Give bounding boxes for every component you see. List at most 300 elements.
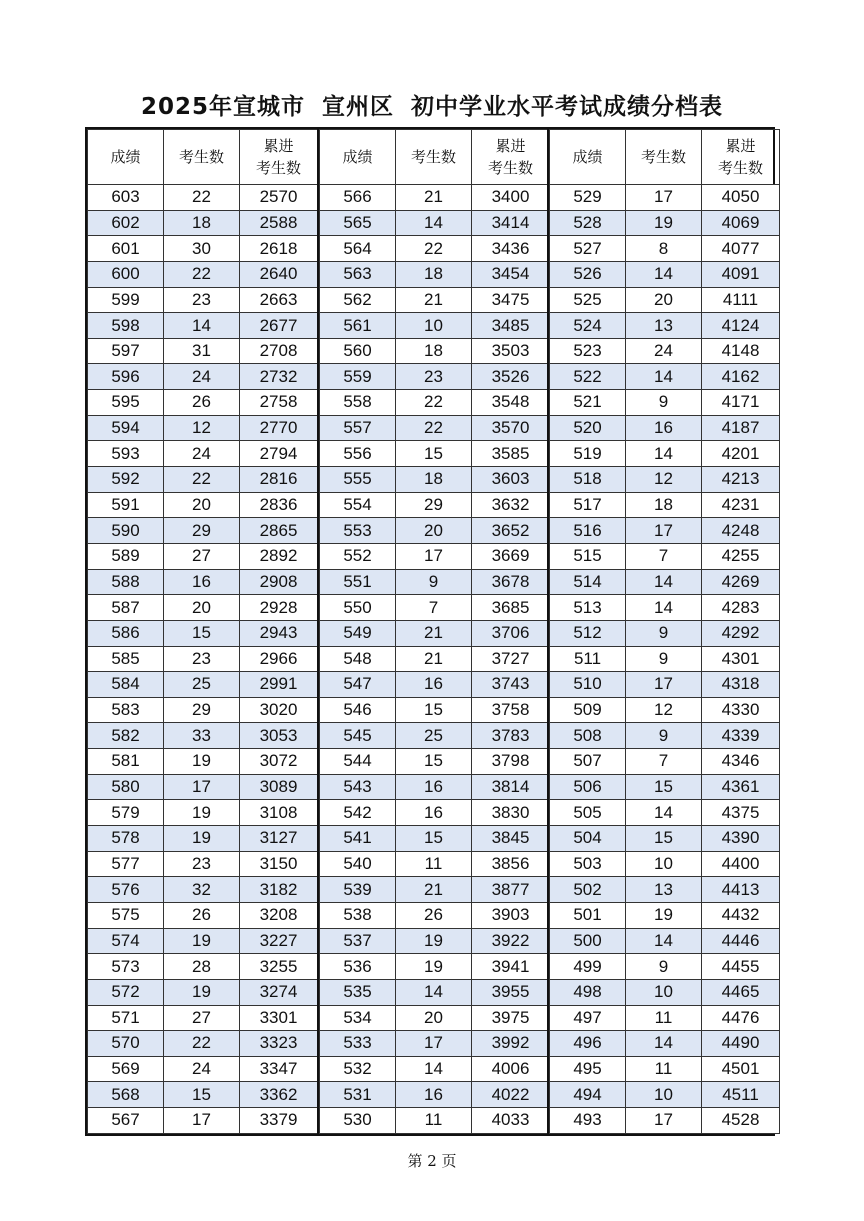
cell-count: 22 — [164, 1031, 240, 1057]
table-row — [550, 390, 780, 416]
cell-score: 518 — [550, 467, 626, 493]
header-cumulative — [240, 130, 318, 185]
cell-score: 516 — [550, 518, 626, 544]
cell-cumulative: 3127 — [240, 826, 318, 852]
cell-count: 9 — [626, 723, 702, 749]
cell-count: 16 — [164, 569, 240, 595]
cell-count: 10 — [396, 313, 472, 339]
header-count — [164, 130, 240, 185]
cell-score: 541 — [320, 826, 396, 852]
cell-cumulative: 2794 — [240, 441, 318, 467]
cell-cumulative: 3706 — [472, 620, 550, 646]
cell-cumulative: 2928 — [240, 595, 318, 621]
cell-cumulative: 3877 — [472, 877, 550, 903]
cell-cumulative: 4292 — [702, 620, 780, 646]
table-row — [550, 902, 780, 928]
table-row — [88, 697, 318, 723]
cell-cumulative: 3475 — [472, 287, 550, 313]
cell-score: 589 — [88, 543, 164, 569]
cell-count: 14 — [626, 800, 702, 826]
table-row — [550, 210, 780, 236]
table-row — [88, 928, 318, 954]
cell-cumulative: 4375 — [702, 800, 780, 826]
cell-score: 494 — [550, 1082, 626, 1108]
table-row — [88, 390, 318, 416]
cell-count: 16 — [396, 1082, 472, 1108]
table-row — [320, 595, 550, 621]
header-score-text: 成绩 — [110, 148, 141, 166]
table-row — [550, 1031, 780, 1057]
cell-count: 11 — [626, 1056, 702, 1082]
cell-count: 17 — [164, 774, 240, 800]
cell-score: 549 — [320, 620, 396, 646]
cell-count: 20 — [396, 1005, 472, 1031]
table-row — [550, 338, 780, 364]
cell-count: 19 — [396, 928, 472, 954]
cell-count: 19 — [626, 902, 702, 928]
table-row — [320, 210, 550, 236]
cell-score: 583 — [88, 697, 164, 723]
cell-cumulative: 3020 — [240, 697, 318, 723]
cell-count: 14 — [626, 569, 702, 595]
cell-score: 569 — [88, 1056, 164, 1082]
cell-score: 553 — [320, 518, 396, 544]
table-row — [320, 569, 550, 595]
cell-count: 15 — [626, 774, 702, 800]
header-row — [320, 130, 550, 185]
cell-cumulative: 4501 — [702, 1056, 780, 1082]
table-row — [320, 672, 550, 698]
cell-score: 562 — [320, 287, 396, 313]
cell-score: 559 — [320, 364, 396, 390]
cell-score: 499 — [550, 954, 626, 980]
cell-score: 585 — [88, 646, 164, 672]
header-score — [88, 130, 164, 185]
cell-cumulative: 4361 — [702, 774, 780, 800]
cell-count: 21 — [396, 646, 472, 672]
table-row — [550, 723, 780, 749]
cell-cumulative: 3903 — [472, 902, 550, 928]
table-row — [88, 287, 318, 313]
cell-score: 495 — [550, 1056, 626, 1082]
table-row — [320, 1056, 550, 1082]
table-row — [88, 185, 318, 211]
table-row — [88, 595, 318, 621]
cell-count: 11 — [396, 851, 472, 877]
table-row — [320, 261, 550, 287]
cell-score: 531 — [320, 1082, 396, 1108]
table-row — [550, 441, 780, 467]
cell-score: 519 — [550, 441, 626, 467]
cell-score: 503 — [550, 851, 626, 877]
table-row — [320, 928, 550, 954]
cell-cumulative: 3632 — [472, 492, 550, 518]
table-row — [550, 595, 780, 621]
cell-count: 9 — [626, 390, 702, 416]
cell-count: 19 — [164, 928, 240, 954]
cell-count: 7 — [396, 595, 472, 621]
cell-score: 581 — [88, 749, 164, 775]
cell-score: 558 — [320, 390, 396, 416]
table-row — [88, 236, 318, 262]
cell-score: 493 — [550, 1108, 626, 1134]
cell-score: 505 — [550, 800, 626, 826]
cell-score: 515 — [550, 543, 626, 569]
cell-count: 32 — [164, 877, 240, 903]
cell-cumulative: 3941 — [472, 954, 550, 980]
table-row — [550, 518, 780, 544]
cell-count: 14 — [626, 928, 702, 954]
cell-count: 9 — [626, 954, 702, 980]
table-row — [550, 954, 780, 980]
cell-score: 551 — [320, 569, 396, 595]
cell-count: 26 — [396, 902, 472, 928]
table-row — [550, 236, 780, 262]
cell-cumulative: 2588 — [240, 210, 318, 236]
cell-cumulative: 3548 — [472, 390, 550, 416]
cell-score: 602 — [88, 210, 164, 236]
cell-cumulative: 4465 — [702, 979, 780, 1005]
table-row — [550, 851, 780, 877]
cell-cumulative: 2836 — [240, 492, 318, 518]
cell-count: 22 — [396, 236, 472, 262]
cell-score: 567 — [88, 1108, 164, 1134]
cell-count: 29 — [396, 492, 472, 518]
cell-count: 15 — [396, 697, 472, 723]
cell-cumulative: 4455 — [702, 954, 780, 980]
cell-count: 15 — [396, 441, 472, 467]
table-row — [88, 1005, 318, 1031]
cell-cumulative: 4248 — [702, 518, 780, 544]
cell-cumulative: 4162 — [702, 364, 780, 390]
cell-count: 26 — [164, 902, 240, 928]
cell-score: 575 — [88, 902, 164, 928]
cell-count: 14 — [626, 261, 702, 287]
cell-score: 513 — [550, 595, 626, 621]
table-row — [88, 338, 318, 364]
cell-score: 510 — [550, 672, 626, 698]
cell-cumulative: 4124 — [702, 313, 780, 339]
table-row — [320, 518, 550, 544]
cell-score: 603 — [88, 185, 164, 211]
cell-count: 19 — [396, 954, 472, 980]
cell-cumulative: 2865 — [240, 518, 318, 544]
cell-count: 18 — [396, 261, 472, 287]
cell-count: 31 — [164, 338, 240, 364]
cell-count: 16 — [396, 672, 472, 698]
table-row — [550, 261, 780, 287]
table-row — [88, 1031, 318, 1057]
table-row — [320, 287, 550, 313]
cell-cumulative: 4022 — [472, 1082, 550, 1108]
table-row — [320, 749, 550, 775]
cell-score: 582 — [88, 723, 164, 749]
cell-score: 564 — [320, 236, 396, 262]
cell-count: 14 — [396, 210, 472, 236]
cell-cumulative: 3830 — [472, 800, 550, 826]
cell-cumulative: 3274 — [240, 979, 318, 1005]
table-block-3 — [547, 129, 777, 1134]
cell-cumulative: 3758 — [472, 697, 550, 723]
cell-cumulative: 4283 — [702, 595, 780, 621]
cell-count: 20 — [396, 518, 472, 544]
cell-cumulative: 4111 — [702, 287, 780, 313]
table-row — [550, 928, 780, 954]
table-row — [88, 672, 318, 698]
cell-count: 9 — [626, 646, 702, 672]
cell-score: 597 — [88, 338, 164, 364]
cell-count: 27 — [164, 1005, 240, 1031]
header-cumulative-text: 考生数 — [487, 159, 533, 177]
table-row — [550, 569, 780, 595]
cell-count: 29 — [164, 518, 240, 544]
table-row — [88, 954, 318, 980]
cell-count: 26 — [164, 390, 240, 416]
cell-score: 587 — [88, 595, 164, 621]
table-row — [550, 1108, 780, 1134]
table-row — [320, 313, 550, 339]
cell-cumulative: 3678 — [472, 569, 550, 595]
cell-cumulative: 4301 — [702, 646, 780, 672]
cell-score: 593 — [88, 441, 164, 467]
cell-count: 20 — [626, 287, 702, 313]
cell-cumulative: 3975 — [472, 1005, 550, 1031]
cell-score: 535 — [320, 979, 396, 1005]
cell-score: 600 — [88, 261, 164, 287]
cell-score: 537 — [320, 928, 396, 954]
cell-score: 568 — [88, 1082, 164, 1108]
cell-score: 579 — [88, 800, 164, 826]
cell-count: 20 — [164, 492, 240, 518]
cell-count: 23 — [164, 851, 240, 877]
table-row — [550, 826, 780, 852]
cell-score: 522 — [550, 364, 626, 390]
cell-score: 566 — [320, 185, 396, 211]
cell-cumulative: 4346 — [702, 749, 780, 775]
cell-count: 14 — [396, 979, 472, 1005]
cell-score: 525 — [550, 287, 626, 313]
table-row — [88, 851, 318, 877]
cell-count: 20 — [164, 595, 240, 621]
header-score-text: 成绩 — [572, 148, 603, 166]
table-row — [550, 774, 780, 800]
cell-score: 540 — [320, 851, 396, 877]
cell-cumulative: 4033 — [472, 1108, 550, 1134]
cell-count: 17 — [626, 185, 702, 211]
cell-score: 548 — [320, 646, 396, 672]
cell-cumulative: 2677 — [240, 313, 318, 339]
cell-cumulative: 2908 — [240, 569, 318, 595]
cell-score: 529 — [550, 185, 626, 211]
cell-cumulative: 4069 — [702, 210, 780, 236]
cell-cumulative: 4077 — [702, 236, 780, 262]
cell-score: 599 — [88, 287, 164, 313]
table-row — [88, 467, 318, 493]
cell-cumulative: 4148 — [702, 338, 780, 364]
table-row — [550, 467, 780, 493]
table-row — [320, 902, 550, 928]
cell-count: 21 — [396, 620, 472, 646]
cell-cumulative: 2966 — [240, 646, 318, 672]
cell-count: 14 — [626, 441, 702, 467]
cell-count: 24 — [626, 338, 702, 364]
cell-cumulative: 4490 — [702, 1031, 780, 1057]
table-row — [320, 185, 550, 211]
cell-cumulative: 3845 — [472, 826, 550, 852]
header-score — [550, 130, 626, 185]
table-row — [550, 800, 780, 826]
cell-cumulative: 3955 — [472, 979, 550, 1005]
cell-cumulative: 3362 — [240, 1082, 318, 1108]
table-row — [88, 543, 318, 569]
table-row — [550, 646, 780, 672]
table-row — [320, 364, 550, 390]
header-score — [320, 130, 396, 185]
cell-count: 15 — [164, 1082, 240, 1108]
table-row — [320, 979, 550, 1005]
cell-count: 22 — [396, 415, 472, 441]
cell-count: 30 — [164, 236, 240, 262]
cell-score: 584 — [88, 672, 164, 698]
table-row — [320, 826, 550, 852]
table-row — [550, 877, 780, 903]
table-row — [550, 979, 780, 1005]
cell-cumulative: 3227 — [240, 928, 318, 954]
table-row — [320, 723, 550, 749]
cell-score: 500 — [550, 928, 626, 954]
table-row — [320, 1108, 550, 1134]
cell-score: 598 — [88, 313, 164, 339]
cell-score: 560 — [320, 338, 396, 364]
header-count — [626, 130, 702, 185]
cell-count: 27 — [164, 543, 240, 569]
table-row — [320, 620, 550, 646]
cell-count: 18 — [396, 338, 472, 364]
cell-score: 595 — [88, 390, 164, 416]
cell-cumulative: 3347 — [240, 1056, 318, 1082]
header-count-text: 考生数 — [410, 148, 456, 166]
cell-count: 17 — [626, 518, 702, 544]
table-row — [88, 1108, 318, 1134]
cell-score: 507 — [550, 749, 626, 775]
score-distribution-table — [85, 127, 775, 1136]
cell-score: 547 — [320, 672, 396, 698]
cell-score: 521 — [550, 390, 626, 416]
cell-score: 497 — [550, 1005, 626, 1031]
cell-score: 545 — [320, 723, 396, 749]
table-row — [320, 697, 550, 723]
cell-score: 496 — [550, 1031, 626, 1057]
table-row — [550, 1056, 780, 1082]
cell-cumulative: 3414 — [472, 210, 550, 236]
header-row — [88, 130, 318, 185]
cell-score: 596 — [88, 364, 164, 390]
cell-cumulative: 4050 — [702, 185, 780, 211]
cell-cumulative: 4318 — [702, 672, 780, 698]
cell-score: 592 — [88, 467, 164, 493]
cell-count: 19 — [164, 800, 240, 826]
header-cumulative-text: 考生数 — [717, 159, 763, 177]
cell-cumulative: 4006 — [472, 1056, 550, 1082]
table-row — [320, 774, 550, 800]
cell-count: 13 — [626, 313, 702, 339]
cell-score: 509 — [550, 697, 626, 723]
cell-score: 555 — [320, 467, 396, 493]
cell-score: 501 — [550, 902, 626, 928]
table-row — [88, 774, 318, 800]
cell-count: 11 — [396, 1108, 472, 1134]
cell-count: 22 — [164, 467, 240, 493]
cell-count: 15 — [396, 826, 472, 852]
cell-cumulative: 3072 — [240, 749, 318, 775]
cell-score: 588 — [88, 569, 164, 595]
table-row — [88, 902, 318, 928]
header-cumulative-text: 考生数 — [255, 159, 301, 177]
table-row — [550, 492, 780, 518]
cell-count: 15 — [626, 826, 702, 852]
cell-count: 17 — [626, 1108, 702, 1134]
cell-count: 7 — [626, 543, 702, 569]
table-row — [550, 185, 780, 211]
cell-score: 557 — [320, 415, 396, 441]
table-row — [88, 877, 318, 903]
cell-count: 23 — [164, 287, 240, 313]
cell-cumulative: 2892 — [240, 543, 318, 569]
table-row — [320, 877, 550, 903]
table-row — [320, 1082, 550, 1108]
cell-cumulative: 4400 — [702, 851, 780, 877]
cell-score: 523 — [550, 338, 626, 364]
table-row — [88, 441, 318, 467]
cell-score: 574 — [88, 928, 164, 954]
cell-score: 576 — [88, 877, 164, 903]
title-name: 初中学业水平考试成绩分档表 — [411, 94, 724, 120]
cell-score: 561 — [320, 313, 396, 339]
cell-cumulative: 4187 — [702, 415, 780, 441]
cell-score: 601 — [88, 236, 164, 262]
table-row — [320, 415, 550, 441]
cell-score: 533 — [320, 1031, 396, 1057]
table-row — [320, 1005, 550, 1031]
cell-count: 9 — [626, 620, 702, 646]
cell-count: 10 — [626, 851, 702, 877]
header-cumulative — [472, 130, 550, 185]
header-cumulative — [702, 130, 780, 185]
cell-score: 590 — [88, 518, 164, 544]
cell-count: 23 — [396, 364, 472, 390]
cell-cumulative: 3379 — [240, 1108, 318, 1134]
cell-score: 526 — [550, 261, 626, 287]
cell-count: 17 — [626, 672, 702, 698]
header-count-text: 考生数 — [640, 148, 686, 166]
table-row — [320, 646, 550, 672]
table-row — [320, 338, 550, 364]
cell-score: 527 — [550, 236, 626, 262]
cell-count: 16 — [626, 415, 702, 441]
cell-score: 546 — [320, 697, 396, 723]
cell-count: 16 — [396, 800, 472, 826]
table-row — [320, 492, 550, 518]
table-row — [550, 313, 780, 339]
cell-cumulative: 3208 — [240, 902, 318, 928]
header-cumulative-text: 累进 — [725, 137, 756, 155]
table-row — [88, 210, 318, 236]
cell-cumulative: 2640 — [240, 261, 318, 287]
cell-cumulative: 3503 — [472, 338, 550, 364]
cell-cumulative: 4269 — [702, 569, 780, 595]
cell-count: 24 — [164, 364, 240, 390]
cell-count: 19 — [164, 979, 240, 1005]
